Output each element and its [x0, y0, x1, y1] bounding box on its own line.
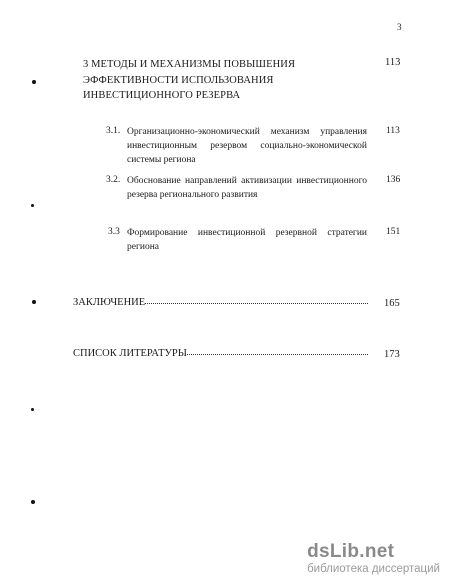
binder-hole-mark	[31, 204, 34, 207]
subsection-page-number: 136	[386, 175, 401, 185]
binder-hole-mark	[31, 408, 34, 411]
dot-leader	[185, 354, 368, 355]
subsection-text: Формирование инвестиционной резервной стратегии региона	[127, 228, 367, 252]
subsection-page-number: 151	[386, 227, 401, 237]
watermark-logo-text: dsLib.net	[307, 541, 395, 562]
references-label: СПИСОК ЛИТЕРАТУРЫ	[73, 348, 187, 359]
conclusion-page-number: 165	[384, 298, 400, 309]
subsection-number: 3.1.	[106, 126, 121, 136]
subsection-number: 3.2.	[106, 175, 121, 185]
watermark	[307, 542, 440, 576]
page-number: 3	[397, 22, 402, 32]
subsection-text: Организационно-экономический механизм управления инвестиционным резервом социально-экономической системы региона	[127, 127, 367, 165]
references-page-number: 173	[384, 349, 400, 360]
dot-leader	[145, 303, 368, 304]
binder-hole-mark	[32, 80, 36, 84]
conclusion-label: ЗАКЛЮЧЕНИЕ	[73, 297, 146, 308]
binder-hole-mark	[31, 500, 35, 504]
section-page-number: 113	[385, 57, 401, 68]
watermark-subtitle: библиотека диссертаций	[307, 563, 440, 575]
binder-hole-mark	[32, 300, 36, 304]
section-title: 3 МЕТОДЫ И МЕХАНИЗМЫ ПОВЫШЕНИЯ ЭФФЕКТИВНОСТИ ИСПОЛЬЗОВАНИЯ ИНВЕСТИЦИОННОГО РЕЗЕРВА	[83, 59, 296, 101]
subsection-page-number: 113	[386, 126, 400, 136]
watermark-logo	[307, 542, 440, 562]
subsection-number: 3.3	[108, 227, 120, 237]
subsection-text: Обоснование направлений активизации инвестиционного резерва регионального развития	[127, 176, 367, 200]
